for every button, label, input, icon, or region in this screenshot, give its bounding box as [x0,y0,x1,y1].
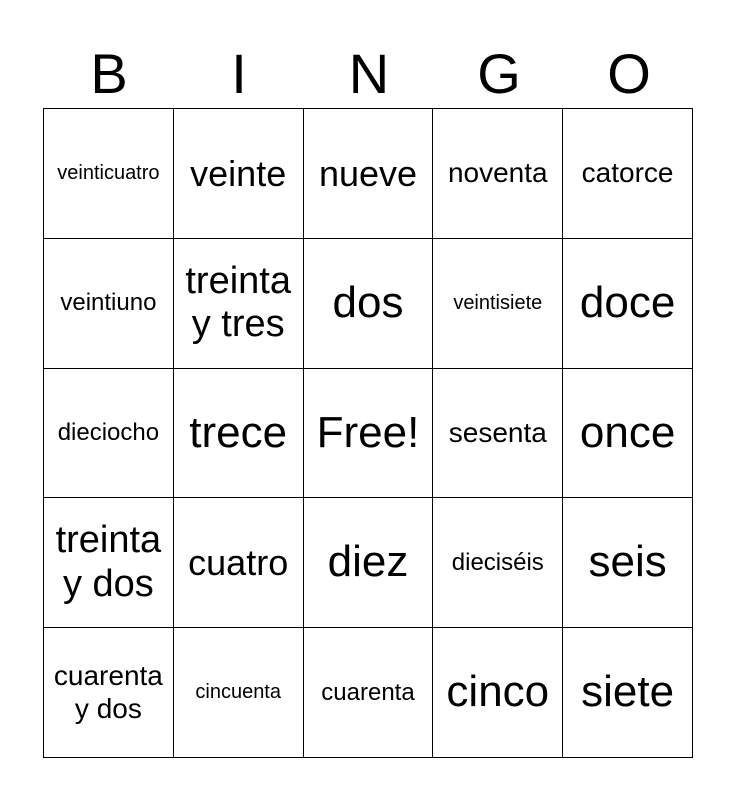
cell-text: dieciséis [451,548,544,576]
cell-text: veinte [190,152,287,194]
bingo-cell [563,628,693,758]
header-letter-o: O [607,42,651,105]
header-letter-i: I [231,42,247,105]
cell-text: cinco [446,667,550,717]
cell-text: once [579,407,676,457]
cell-text: cuarenta [321,678,415,706]
bingo-header [44,40,694,108]
bingo-board [43,108,693,758]
bingo-cell [174,239,304,369]
free-space-text: Free! [316,407,420,457]
bingo-cell [433,369,563,499]
bingo-cell [44,498,174,628]
cell-text: noventa [447,157,548,189]
cell-text: sesenta [448,416,547,448]
cell-text: veinticuatro [57,161,160,184]
bingo-cell [563,369,693,499]
bingo-cell [304,239,434,369]
bingo-cell [174,498,304,628]
header-letter-b: B [90,42,128,105]
cell-text: catorce [581,157,674,189]
bingo-cell [174,109,304,239]
free-space [304,369,434,499]
bingo-cell [433,628,563,758]
cell-text: doce [579,277,676,327]
cell-text: veintiuno [60,289,157,317]
bingo-cell [563,109,693,239]
bingo-cell [433,109,563,239]
bingo-cell [174,369,304,499]
bingo-cell [44,239,174,369]
header-letter-g: G [477,42,521,105]
cell-text: treinta y dos [55,519,162,605]
cell-text: diez [327,537,409,587]
cell-text: cincuenta [195,681,281,704]
bingo-cell [44,369,174,499]
cell-text: cuatro [188,542,289,584]
cell-text: siete [581,667,675,717]
cell-text: seis [588,537,667,587]
bingo-cell [563,239,693,369]
cell-text: dos [332,277,404,327]
cell-text: veintisiete [453,291,543,314]
bingo-cell [174,628,304,758]
cell-text: nueve [318,152,418,194]
cell-text: treinta y tres [185,259,291,346]
bingo-cell [44,628,174,758]
bingo-cell [563,498,693,628]
cell-text: cuarenta y dos [53,660,163,724]
bingo-cell [433,498,563,628]
bingo-cell [433,239,563,369]
cell-text: dieciocho [57,419,160,447]
bingo-cell [304,109,434,239]
bingo-cell [304,498,434,628]
bingo-cell [44,109,174,239]
cell-text: trece [189,407,288,457]
bingo-cell [304,628,434,758]
header-letter-n: N [348,42,390,105]
